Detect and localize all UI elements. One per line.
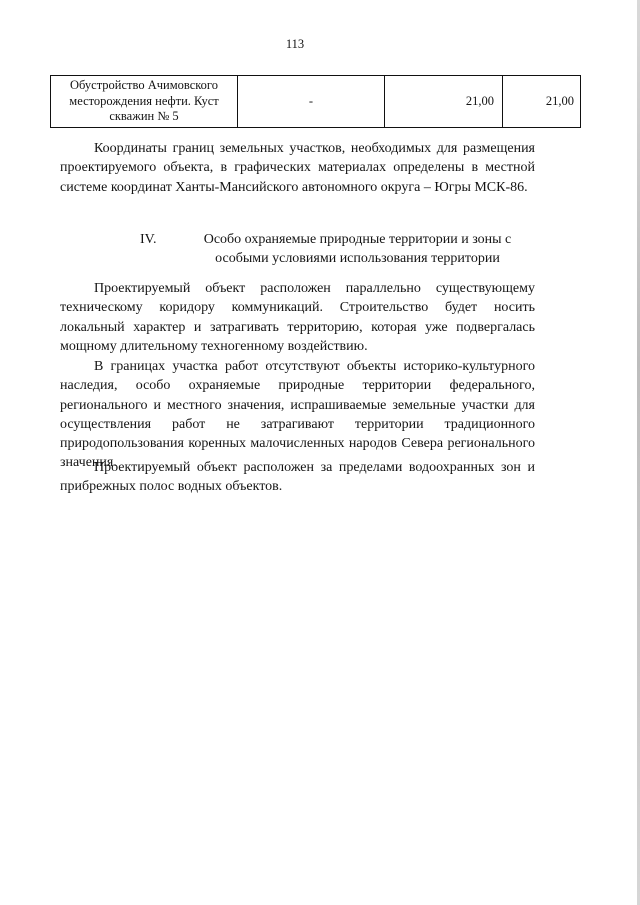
- object-name-cell: Обустройство Ачимовского месторождения нефти. Куст скважин № 5: [51, 76, 238, 128]
- land-plot-table: [50, 75, 581, 128]
- page-number: 113: [285, 37, 305, 51]
- paragraph-heritage: В границах участка работ отсутствуют объекты историко-культурного наследия, особо охраняемые природные территории федерального, регионального и местного значения, испрашиваемые земельные участки для осуществления работ не затрагивают территории традиционного природопользования коренных малочисленных народов Севера регионального значения.: [60, 359, 535, 471]
- section-number: IV.: [140, 232, 157, 247]
- section-title: Особо охраняемые природные территории и зоны с особыми условиями использования территории: [203, 232, 512, 267]
- section-heading: [140, 230, 540, 269]
- coordinates-paragraph: Координаты границ земельных участков, необходимых для размещения проектируемого объекта, в графических материалах определены в местной системе координат Ханты-Мансийского автономного округа – Югры МСК-86.: [60, 141, 535, 195]
- dash-cell: -: [238, 76, 385, 128]
- total-value-cell: 21,00: [503, 76, 581, 128]
- area-value-cell: 21,00: [385, 76, 503, 128]
- table-row: [51, 76, 581, 128]
- paragraph-location: Проектируемый объект расположен параллельно существующему техническому коридору коммуникаций. Строительство будет носить локальный характер и затрагивать территорию, которая уже подвергалась мощному длительному техногенному воздействию.: [60, 281, 535, 354]
- paragraph-water-zones: Проектируемый объект расположен за пределами водоохранных зон и прибрежных полос водных объектов.: [60, 460, 535, 495]
